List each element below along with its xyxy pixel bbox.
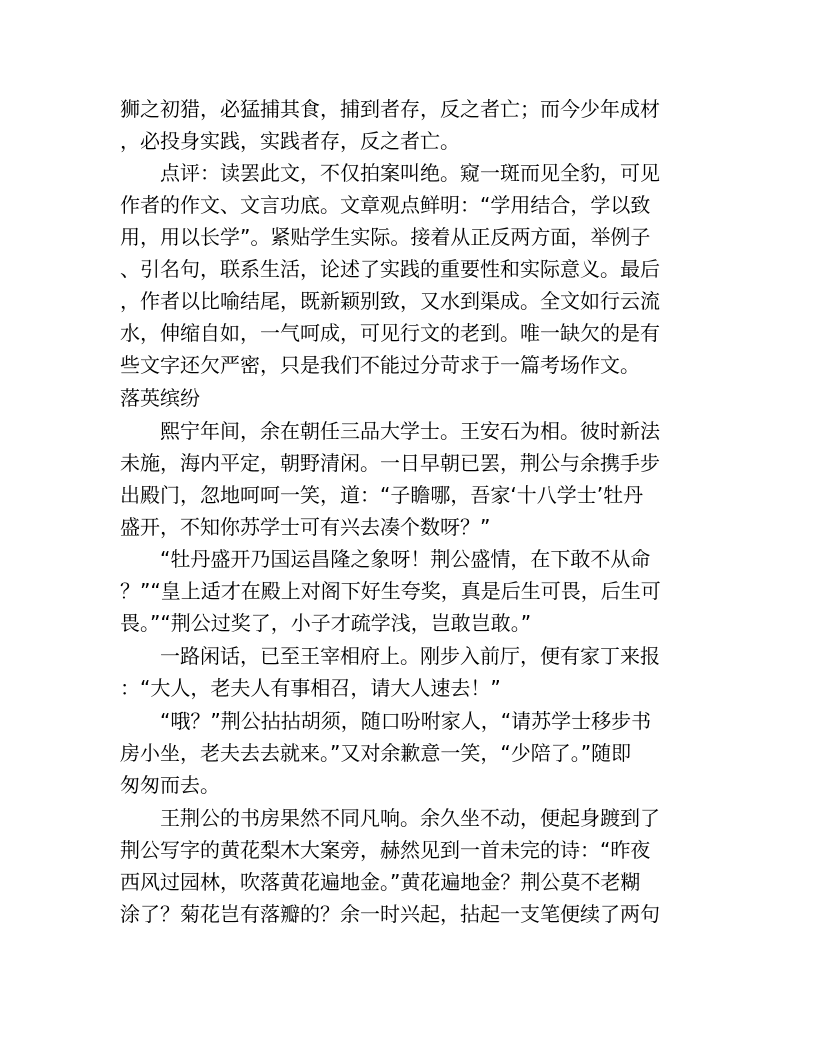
text-line: 盛开，不知你苏学士可有兴去凑个数呀？” [120,515,491,539]
text-line: 熙宁年间，余在朝任三品大学士。王安石为相。彼时新法 [160,419,660,443]
text-line: 、引名句，联系生活，论述了实践的重要性和实际意义。最后 [120,257,660,281]
text-line: 些文字还欠严密，只是我们不能过分苛求于一篇考场作文。 [120,353,640,377]
text-line: 房小坐，老夫去去就来。”又对余歉意一笑，“少陪了。”随即 [120,741,632,765]
text-line: 点评：读罢此文，不仅拍案叫绝。窥一斑而见全豹，可见 [160,161,660,185]
text-line: 狮之初猎，必猛捕其食，捕到者存，反之者亡；而今少年成材 [120,97,660,121]
text-line: ？”“皇上适才在殿上对阁下好生夸奖，真是后生可畏，后生可 [120,579,661,603]
text-line: 涂了？菊花岂有落瓣的？余一时兴起，拈起一支笔便续了两句 [120,902,660,926]
text-line: 作者的作文、文言功底。文章观点鲜明：“学用结合，学以致 [120,193,651,217]
text-line: 未施，海内平定，朝野清闲。一日早朝已罢，荆公与余携手步 [120,451,660,475]
text-line: ，作者以比喻结尾，既新颖别致，又水到渠成。全文如行云流 [120,289,660,313]
text-line: 一路闲话，已至王宰相府上。刚步入前厅，便有家丁来报 [160,644,660,668]
text-line: 荆公写字的黄花梨木大案旁，赫然见到一首未完的诗：“昨夜 [120,838,651,862]
text-line: 西风过园林，吹落黄花遍地金。”黄花遍地金？荆公莫不老糊 [120,870,641,894]
text-line: 匆匆而去。 [120,773,220,797]
text-line: 水，伸缩自如，一气呵成，可见行文的老到。唯一缺欠的是有 [120,321,660,345]
text-line: 王荆公的书房果然不同凡响。余久坐不动，便起身踱到了 [160,806,660,830]
text-line: 出殿门，忽地呵呵一笑，道：“子瞻哪，吾家‘十八学士’牡丹 [120,483,644,507]
text-line: “哦？”荆公拈拈胡须，随口吩咐家人，“请苏学士移步书 [160,709,652,733]
section-title: 落英缤纷 [120,386,200,410]
text-line: “牡丹盛开乃国运昌隆之象呀！荆公盛情，在下敢不从命 [160,547,651,571]
text-line: 畏。”“荆公过奖了，小子才疏学浅，岂敢岂敢。” [120,611,532,635]
text-line: ：“大人，老夫人有事相召，请大人速去！” [120,676,501,700]
text-line: ，必投身实践，实践者存，反之者亡。 [120,129,460,153]
text-line: 用，用以长学”。紧贴学生实际。接着从正反两方面，举例子 [120,225,651,249]
